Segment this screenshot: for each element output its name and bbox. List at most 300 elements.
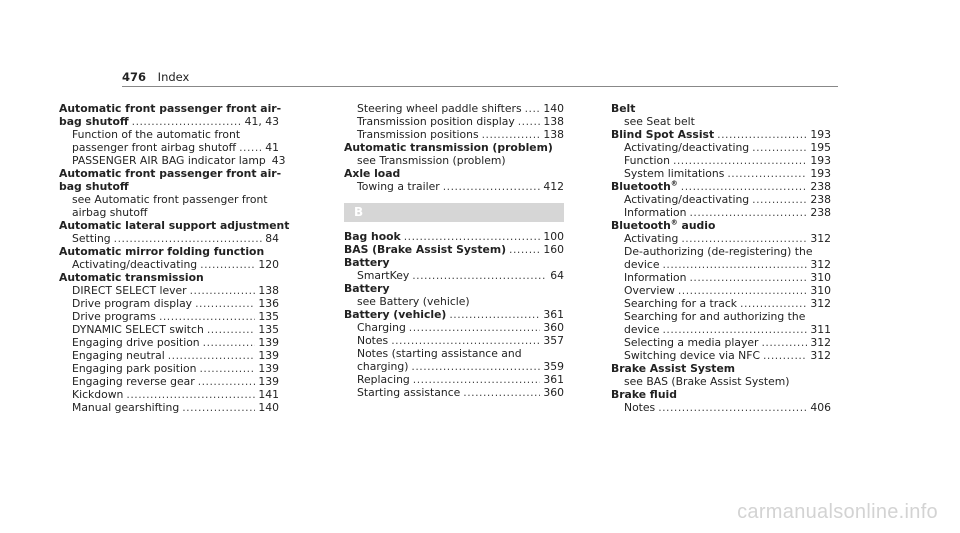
index-entry [59,102,282,115]
entry-text [611,388,677,401]
index-subentry [611,206,831,219]
index-entry [59,271,279,284]
page-reference: 359 [543,360,564,373]
index-entry [344,256,564,269]
index-subentry [611,310,831,323]
entry-text [59,167,281,180]
index-subentry [59,258,279,271]
entry-text [624,401,655,414]
index-entry [611,388,831,401]
entry-text [59,219,289,232]
entry-text [59,180,129,193]
dot-leader [198,375,256,388]
dot-leader [200,258,255,271]
page-reference: 100 [543,230,564,243]
entry-text [344,282,390,295]
entry-text [59,115,129,128]
entry-text [624,206,687,219]
index-entry [59,245,279,258]
index-subentry [59,128,279,141]
entry-text [72,141,236,154]
watermark: carmanualsonline.info [737,501,938,523]
entry-label: Transmission position display [357,115,515,128]
entry-label: Automatic front passenger front air- [59,167,282,180]
page-reference: 139 [258,336,279,349]
index-subentry [344,334,564,347]
page-reference: 64 [550,269,564,282]
page-reference: 84 [265,232,279,245]
entry-text [624,154,670,167]
entry-label: Engaging drive position [72,336,200,349]
index-subentry [344,180,564,193]
index-subentry [59,401,279,414]
index-subentry [611,245,831,258]
entry-label: Overview [624,284,675,297]
entry-label: Activating [624,232,679,245]
page-reference: 238 [810,180,831,193]
entry-text [344,256,390,269]
entry-label: Replacing [357,373,410,386]
index-entry [59,167,282,180]
index-column-2 [344,102,564,399]
page-reference: 310 [810,271,831,284]
entry-label: Starting assistance [357,386,461,399]
page-reference: 193 [810,128,831,141]
page-reference: 361 [543,373,564,386]
index-subentry [59,349,279,362]
entry-text [72,323,204,336]
dot-leader [762,336,808,349]
entry-label: see Automatic front passenger front [72,193,268,206]
dot-leader [449,308,540,321]
dot-leader [518,115,541,128]
entry-label: Engaging neutral [72,349,165,362]
entry-text [72,232,111,245]
entry-label: Activating/deactivating [72,258,198,271]
entry-text [357,154,506,167]
index-subentry [611,401,831,414]
entry-label: Manual gearshifting [72,401,180,414]
dot-leader [411,360,540,373]
entry-label: Transmission positions [357,128,479,141]
page-reference: 120 [258,258,279,271]
entry-label: DIRECT SELECT lever [72,284,187,297]
dot-leader [195,297,255,310]
entry-label: Automatic lateral support adjustment [59,219,290,232]
entry-text [357,360,408,373]
entry-label: Searching for and authorizing the [624,310,806,323]
page-reference: 139 [258,349,279,362]
index-subentry [611,154,831,167]
index-subentry [611,193,831,206]
index-subentry [59,310,279,323]
entry-text [72,193,268,206]
entry-label: Information [624,271,687,284]
page-reference: 193 [810,167,831,180]
page-reference: 160 [543,243,564,256]
dot-leader [239,141,262,154]
entry-text [624,323,659,336]
letter-section-header: B [344,203,564,222]
entry-label: Drive program display [72,297,193,310]
entry-label: device [624,323,660,336]
entry-text [357,386,460,399]
dot-leader [132,115,242,128]
index-subentry [344,154,564,167]
entry-label: De-authorizing (de-registering) the [624,245,813,258]
index-subentry [59,336,279,349]
entry-text [72,349,165,362]
entry-label: Brake Assist System [611,362,736,375]
entry-text [611,128,714,141]
entry-text [624,141,749,154]
page-reference: 140 [543,102,564,115]
dot-leader [662,323,807,336]
index-entry [59,115,279,128]
entry-label: see BAS (Brake Assist System) [624,375,790,388]
entry-label: Steering wheel paddle shifters [357,102,522,115]
index-subentry [611,167,831,180]
entry-text [624,297,737,310]
page-reference: 41, 43 [244,115,279,128]
entry-text [72,206,147,219]
index-subentry [59,154,286,167]
dot-leader [412,269,547,282]
entry-text [72,258,197,271]
index-subentry [611,258,831,271]
index-subentry [59,297,279,310]
page-reference: 406 [810,401,831,414]
index-entry [611,362,831,375]
entry-text [357,115,515,128]
index-entry [344,308,564,321]
entry-text [72,375,195,388]
index-subentry [59,206,279,219]
index-subentry [344,360,564,373]
index-subentry [59,141,279,154]
entry-text [72,388,123,401]
dot-leader [690,271,808,284]
index-column-3 [611,102,831,414]
entry-label: Automatic transmission [59,271,204,284]
entry-text [624,232,678,245]
entry-label: passenger front airbag shutoff [72,141,237,154]
entry-text [624,245,813,258]
page-number: 476 [122,70,147,84]
page-reference: 312 [810,336,831,349]
entry-label: Automatic front passenger front air- [59,102,282,115]
index-subentry [611,232,831,245]
dot-leader [114,232,263,245]
entry-text [357,128,479,141]
page-reference: 138 [543,115,564,128]
index-subentry [344,269,564,282]
dot-leader [190,284,256,297]
entry-label: device [624,258,660,271]
entry-text [624,310,805,323]
page-header [122,70,189,84]
index-subentry [344,321,564,334]
entry-label: Notes [357,334,389,347]
entry-text [59,102,281,115]
index-entry [611,102,831,115]
page-reference: 193 [810,154,831,167]
registered-mark: ® [670,179,678,188]
dot-leader [168,349,256,362]
page-reference: 312 [810,297,831,310]
index-subentry [59,193,279,206]
index-subentry [611,297,831,310]
entry-text [72,336,200,349]
page-reference: 141 [258,388,279,401]
entry-label: Searching for a track [624,297,738,310]
page-reference: 412 [543,180,564,193]
entry-text [72,362,196,375]
entry-text [72,297,192,310]
index-subentry [344,128,564,141]
index-subentry [611,271,831,284]
page-reference: 139 [258,375,279,388]
page-reference: 43 [271,154,286,167]
entry-label: Engaging park position [72,362,197,375]
entry-label: Function [624,154,670,167]
index-subentry [611,323,831,336]
entry-label: Selecting a media player [624,336,759,349]
entry-text [624,193,749,206]
index-subentry [59,362,279,375]
index-subentry [611,375,831,388]
index-subentry [344,295,564,308]
entry-text [357,321,406,334]
dot-leader [681,180,808,193]
page-reference: 138 [543,128,564,141]
entry-label: Activating/deactivating [624,193,750,206]
dot-leader [673,154,807,167]
index-entry [59,180,279,193]
page-reference: 311 [810,323,831,336]
page-reference: 135 [258,323,279,336]
entry-label: Brake fluid [611,388,677,401]
entry-label: Blind Spot Assist [611,128,715,141]
entry-text [624,375,789,388]
entry-label: Battery [344,256,390,269]
entry-text [611,219,715,232]
dot-leader [662,258,807,271]
entry-label: Kickdown [72,388,124,401]
dot-leader [690,206,808,219]
entry-text [624,115,695,128]
entry-label: BAS (Brake Assist System) [344,243,507,256]
section-title: Index [157,70,190,84]
index-entry [611,180,831,193]
entry-label: airbag shutoff [72,206,148,219]
entry-label: Bluetooth [611,180,671,193]
entry-text [357,347,522,360]
entry-label-suffix: audio [677,219,716,232]
entry-label: Belt [611,102,636,115]
page-reference: 140 [258,401,279,414]
entry-text [357,334,388,347]
entry-label: Axle load [344,167,401,180]
entry-label: see Battery (vehicle) [357,295,470,308]
entry-text [72,284,187,297]
entry-label: Bluetooth [611,219,671,232]
dot-leader [126,388,255,401]
index-entry [611,128,831,141]
entry-text [344,308,446,321]
dot-leader [509,243,540,256]
entry-label: Notes [624,401,656,414]
page-reference: 312 [810,232,831,245]
entry-label: Switching device via NFC [624,349,760,362]
page-reference: 312 [810,349,831,362]
dot-leader [763,349,807,362]
entry-label: Activating/deactivating [624,141,750,154]
index-subentry [611,284,831,297]
page-reference: 361 [543,308,564,321]
entry-label: Bag hook [344,230,401,243]
entry-text [344,230,401,243]
entry-label: PASSENGER AIR BAG indicator lamp [72,154,266,167]
dot-leader [525,102,541,115]
index-subentry [611,141,831,154]
entry-label: DYNAMIC SELECT switch [72,323,204,336]
entry-label: Towing a trailer [357,180,440,193]
index-subentry [59,323,279,336]
entry-label: bag shutoff [59,180,129,193]
page-reference: 135 [258,310,279,323]
dot-leader [727,167,807,180]
entry-text [344,167,400,180]
page-reference: 238 [810,193,831,206]
index-entry [344,243,564,256]
entry-text [624,258,659,271]
entry-label: Function of the automatic front [72,128,241,141]
page-reference: 310 [810,284,831,297]
entry-text [624,336,759,349]
dot-leader [752,141,807,154]
entry-text [357,295,470,308]
dot-leader [752,193,807,206]
entry-text [344,243,506,256]
index-subentry [611,349,831,362]
dot-leader [463,386,540,399]
entry-label: Engaging reverse gear [72,375,195,388]
page-reference: 139 [258,362,279,375]
dot-leader [717,128,807,141]
entry-text [72,128,240,141]
entry-text [624,271,687,284]
dot-leader [681,232,807,245]
entry-label: Automatic transmission (problem) [344,141,553,154]
entry-label: charging) [357,360,409,373]
entry-text [72,154,266,167]
index-subentry [59,388,279,401]
page-reference: 312 [810,258,831,271]
dot-leader [207,323,256,336]
entry-text [624,284,675,297]
registered-mark: ® [670,218,678,227]
index-subentry [611,115,831,128]
index-subentry [344,102,564,115]
entry-text [344,141,553,154]
page-reference: 41 [265,141,279,154]
entry-text [624,349,760,362]
entry-label: SmartKey [357,269,410,282]
index-subentry [611,336,831,349]
index-entry [611,219,831,232]
entry-text [59,245,264,258]
dot-leader [404,230,541,243]
header-rule [122,86,838,87]
dot-leader [203,336,256,349]
index-subentry [59,284,279,297]
entry-text [72,310,156,323]
entry-label: Setting [72,232,111,245]
entry-label: bag shutoff [59,115,129,128]
index-entry [344,282,564,295]
dot-leader [199,362,255,375]
entry-label: System limitations [624,167,725,180]
dot-leader [413,373,541,386]
dot-leader [658,401,807,414]
dot-leader [409,321,541,334]
dot-leader [740,297,807,310]
dot-leader [182,401,255,414]
entry-text [611,180,678,193]
index-entry [344,141,564,154]
entry-label: Automatic mirror folding function [59,245,265,258]
entry-text [357,102,522,115]
index-subentry [344,386,564,399]
entry-label: see Transmission (problem) [357,154,506,167]
entry-label: Battery (vehicle) [344,308,447,321]
page-reference: 360 [543,321,564,334]
dot-leader [482,128,541,141]
index-column-1 [59,102,290,414]
entry-text [624,167,724,180]
index-entry [344,167,564,180]
index-subentry [344,115,564,128]
page-reference: 195 [810,141,831,154]
entry-label: Battery [344,282,390,295]
index-entry [344,230,564,243]
entry-text [357,373,410,386]
index-subentry [344,347,564,360]
entry-label: Charging [357,321,406,334]
page-reference: 360 [543,386,564,399]
index-entry [59,219,290,232]
dot-leader [159,310,255,323]
index-subentry [59,232,279,245]
entry-text [611,102,635,115]
page-reference: 357 [543,334,564,347]
index-subentry [59,375,279,388]
dot-leader [678,284,808,297]
index-subentry [344,373,564,386]
entry-label: Drive programs [72,310,156,323]
entry-text [59,271,204,284]
entry-text [357,180,440,193]
page-reference: 136 [258,297,279,310]
entry-label: Notes (starting assistance and [357,347,522,360]
dot-leader [443,180,541,193]
entry-label: see Seat belt [624,115,695,128]
page-reference: 138 [258,284,279,297]
entry-text [72,401,179,414]
page-reference: 238 [810,206,831,219]
dot-leader [391,334,540,347]
